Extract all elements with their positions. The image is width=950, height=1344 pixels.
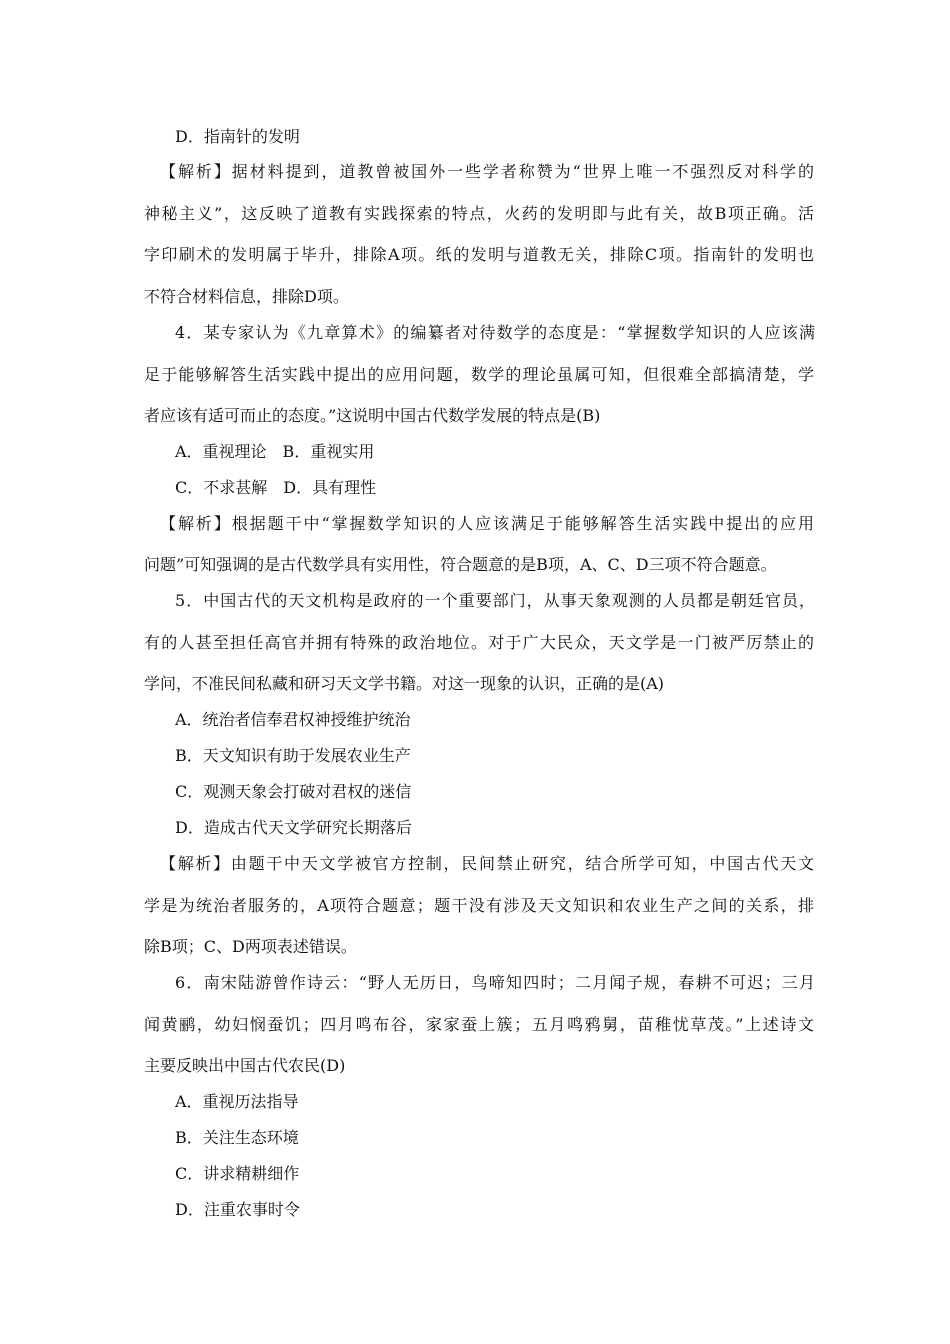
- q4-stem-line: 者应该有适可而止的态度。”这说明中国古代数学发展的特点是(B): [144, 406, 601, 425]
- q5-option-c: C．观测天象会打破对君权的迷信: [175, 782, 412, 801]
- q3-analysis-line: 字印刷术的发明属于毕升，排除A项。纸的发明与道教无关，排除C项。指南针的发明也: [144, 245, 814, 264]
- q5-analysis-line: 除B项；C、D两项表述错误。: [144, 937, 357, 956]
- q3-option-d: D．指南针的发明: [175, 127, 300, 146]
- q6-stem-line: 主要反映出中国古代农民(D): [144, 1056, 346, 1075]
- q6-option-c: C．讲求精耕细作: [175, 1164, 300, 1183]
- q4-stem-line: 足于能够解答生活实践中提出的应用问题，数学的理论虽属可知，但很难全部搞清楚，学: [144, 365, 814, 384]
- q5-option-d: D．造成古代天文学研究长期落后: [175, 818, 412, 837]
- q5-stem-line: 有的人甚至担任高官并拥有特殊的政治地位。对于广大民众，天文学是一门被严厉禁止的: [144, 633, 814, 652]
- q5-analysis-line: 学是为统治者服务的，A项符合题意；题干没有涉及天文知识和农业生产之间的关系，排: [144, 896, 814, 915]
- q3-analysis-line: 神秘主义”，这反映了道教有实践探索的特点，火药的发明即与此有关，故B项正确。活: [144, 204, 814, 223]
- q4-stem-line: 4．某专家认为《九章算术》的编纂者对待数学的态度是：“掌握数学知识的人应该满: [175, 323, 815, 342]
- q6-option-a: A．重视历法指导: [175, 1092, 299, 1111]
- q5-stem-line: 学问，不准民间私藏和研习天文学书籍。对这一现象的认识，正确的是(A): [144, 674, 665, 693]
- q6-option-d: D．注重农事时令: [175, 1200, 300, 1219]
- q5-option-a: A．统治者信奉君权神授维护统治: [175, 710, 411, 729]
- q3-analysis-line: 不符合材料信息，排除D项。: [144, 287, 349, 306]
- q5-analysis-line: 【解析】由题干中天文学被官方控制，民间禁止研究，结合所学可知，中国古代天文: [160, 854, 814, 873]
- q6-stem-line: 6．南宋陆游曾作诗云：“野人无历日，鸟啼知四时；二月闻子规，春耕不可迟；三月: [175, 973, 815, 992]
- q4-options-line: A．重视理论 B．重视实用: [175, 442, 375, 461]
- q4-analysis-line: 【解析】根据题干中“掌握数学知识的人应该满足于能够解答生活实践中提出的应用: [160, 514, 814, 533]
- q3-analysis-line: 【解析】据材料提到，道教曾被国外一些学者称赞为“世界上唯一不强烈反对科学的: [160, 162, 814, 181]
- q4-options-line: C．不求甚解 D．具有理性: [175, 478, 377, 497]
- q5-option-b: B．天文知识有助于发展农业生产: [175, 746, 411, 765]
- q4-analysis-line: 问题”可知强调的是古代数学具有实用性，符合题意的是B项，A、C、D三项不符合题意。: [144, 555, 777, 574]
- q5-stem-line: 5．中国古代的天文机构是政府的一个重要部门，从事天象观测的人员都是朝廷官员，: [175, 591, 815, 610]
- q6-stem-line: 闻黄鹂，幼妇悯蚕饥；四月鸣布谷，家家蚕上簇；五月鸣鸦舅，苗稚忧草茂。”上述诗文: [144, 1015, 814, 1034]
- q6-option-b: B．关注生态环境: [175, 1128, 299, 1147]
